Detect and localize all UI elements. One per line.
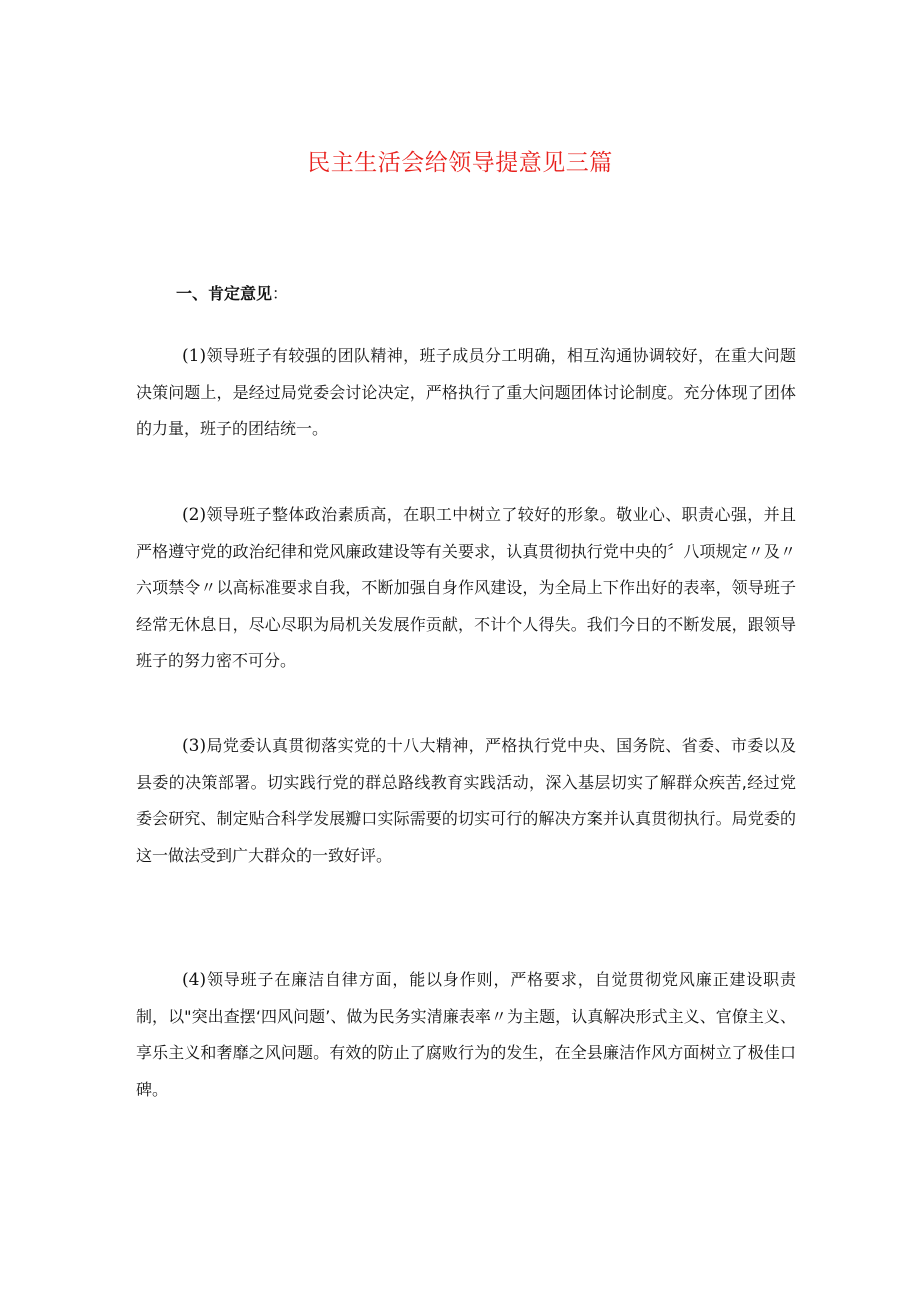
paragraph-2: [136, 497, 796, 680]
paragraph-number: (3): [182, 736, 207, 756]
paragraph-number: (4): [182, 970, 207, 990]
paragraph-1: [136, 338, 796, 448]
section-heading: [176, 280, 288, 308]
document-title: 民主生活会给领导提意见三篇: [307, 150, 613, 176]
paragraph-4: [136, 962, 796, 1108]
section-heading-colon: ：: [272, 284, 289, 303]
paragraph-text: 局党委认真贯彻落实党的十八大精神，严格执行党中央、国务院、省委、市委以及县委的决策部署。切实践行党的群总路线教育实践活动，深入基层切实了解群众疾苦,经过党委会研究、制定贴合科学发展瓣口实际需要的切实可行的解决方案并认真贯彻执行。局党委的这一做法受到广大群众的一致好评。: [136, 736, 796, 865]
paragraph-number: (2): [182, 505, 207, 525]
paragraph-number: (1): [182, 346, 207, 366]
paragraph-3: [136, 728, 796, 874]
paragraph-text: 领导班子整体政治素质高，在职工中树立了较好的形象。敬业心、职责心强，并且严格遵守党的政治纪律和党风廉政建设等有关要求，认真贯彻执行党中央的〞八项规定〃及〃六项禁令〃以高标准要求自我，不断加强自身作风建设，为全局上下作出好的表率，领导班子经常无休息日，尽心尽职为局机关发展作贡献，不计个人得失。我们今日的不断发展，跟领导班子的努力密不可分。: [136, 505, 796, 670]
paragraph-text: 领导班子有较强的团队精神，班子成员分工明确，相互沟通协调较好，在重大问题决策问题上，是经过局党委会讨论决定，严格执行了重大问题团体讨论制度。充分体现了团体的力量，班子的团结统一。: [136, 346, 796, 438]
section-heading-text: 一、肯定意见: [176, 284, 273, 303]
paragraph-text: 领导班子在廉洁自律方面，能以身作则，严格要求，自觉贯彻党风廉正建设职责制，以"突出查摆‘四风问题’、做为民务实清廉表率〃为主题，认真解决形式主义、官僚主义、享乐主义和奢靡之风问题。有效的防止了腐败行为的发生，在全县廉洁作风方面树立了极佳口碑。: [136, 970, 796, 1099]
